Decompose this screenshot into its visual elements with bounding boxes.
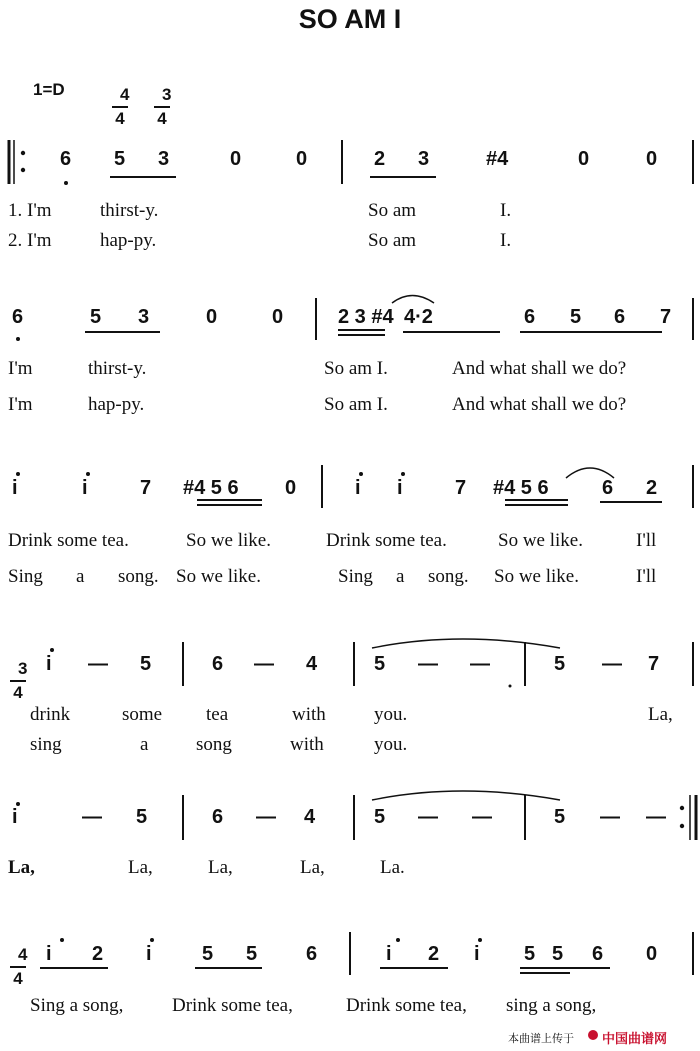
note: — (418, 806, 438, 828)
note: 5 (554, 653, 566, 675)
lyric: thirst-y. (88, 358, 147, 379)
lyric: a (140, 734, 149, 755)
time-signature-first: 4 4 (110, 62, 130, 130)
lyric: hap-py. (100, 230, 157, 251)
note: — (470, 653, 490, 675)
lyric: a (76, 566, 85, 587)
lyric: La, (648, 704, 673, 725)
lyric: sing (30, 734, 62, 755)
note: i (397, 477, 403, 499)
note: 3 (158, 148, 170, 170)
lyric: And what shall we do? (452, 358, 627, 379)
lyric: And what shall we do? (452, 394, 627, 415)
lyric: So we like. (494, 566, 579, 587)
note: 0 (296, 148, 308, 170)
lyric: hap-py. (88, 394, 145, 415)
lyric: I'm (8, 394, 33, 415)
lyric: I'm (8, 358, 33, 379)
note: 7 (660, 306, 672, 328)
note: 6 (306, 943, 318, 965)
note: 3 (138, 306, 150, 328)
note: 2 (92, 943, 104, 965)
note: 0 (285, 477, 297, 499)
note: 3 (418, 148, 430, 170)
note: — (418, 653, 438, 675)
lyric: Sing a song, (30, 995, 124, 1016)
lyric: I'll (636, 530, 657, 551)
lyric: La, (8, 857, 35, 878)
note: — (600, 806, 620, 828)
lyric: tea (206, 704, 229, 725)
lyric: La, (128, 857, 153, 878)
lyric: Drink some tea, (346, 995, 467, 1016)
note: — (602, 653, 622, 675)
note: 2 (428, 943, 440, 965)
note: 5 (246, 943, 258, 965)
note: #4 (486, 148, 509, 170)
note: 5 (554, 806, 566, 828)
lyric: 2. I'm (8, 230, 52, 251)
lyric: Sing (8, 566, 43, 587)
site-logo-icon (588, 1030, 598, 1040)
lyric: I'll (636, 566, 657, 587)
lyric: with (290, 734, 324, 755)
note: i (46, 653, 52, 675)
lyric: So am I. (324, 394, 388, 415)
lyric: thirst-y. (100, 200, 159, 221)
note: — (254, 653, 274, 675)
lyric: some (122, 704, 163, 725)
note: 6 (12, 306, 24, 328)
lyric: song. (118, 566, 159, 587)
note: 2 (374, 148, 386, 170)
lyric: sing a song, (506, 995, 597, 1016)
lyric: So we like. (498, 530, 583, 551)
note: i (46, 943, 52, 965)
note: i (386, 943, 392, 965)
note: i (12, 806, 18, 828)
note: — (88, 653, 108, 675)
time-signature-row6: 4 4 (8, 922, 28, 990)
note: 6 (212, 806, 224, 828)
song-title: SO AM I (298, 4, 402, 34)
note: 5 (114, 148, 126, 170)
note: 6 (524, 306, 536, 328)
note: 4 (306, 653, 318, 675)
note: i (355, 477, 361, 499)
note: 0 (206, 306, 218, 328)
note: 0 (272, 306, 284, 328)
lyric: So we like. (186, 530, 271, 551)
lyric: La, (208, 857, 233, 878)
lyric: you. (374, 734, 408, 755)
lyric: song (196, 734, 232, 755)
note: 0 (646, 943, 658, 965)
lyric: So am (368, 200, 417, 221)
note: 2 (646, 477, 658, 499)
lyric: I. (500, 230, 512, 251)
note: 5 (524, 943, 536, 965)
note: — (256, 806, 276, 828)
note: 4 (304, 806, 316, 828)
note: 5 (570, 306, 582, 328)
lyric: La, (300, 857, 325, 878)
note: — (82, 806, 102, 828)
lyric: Drink some tea, (172, 995, 293, 1016)
lyric: you. (374, 704, 408, 725)
note: #4 5 6 (183, 477, 239, 499)
note: i (12, 477, 18, 499)
note: 6 (592, 943, 604, 965)
note: 0 (646, 148, 658, 170)
lyric: La. (380, 857, 405, 878)
note: 6 (602, 477, 614, 499)
note: 5 (202, 943, 214, 965)
note: 0 (230, 148, 242, 170)
note: — (472, 806, 492, 828)
note: 7 (455, 477, 467, 499)
note: 4·2 (404, 306, 433, 328)
note: 7 (648, 653, 660, 675)
lyric: Drink some tea. (326, 530, 447, 551)
lyric: So we like. (176, 566, 261, 587)
lyric: So am (368, 230, 417, 251)
lyric: Sing (338, 566, 373, 587)
lyric: drink (30, 704, 71, 725)
lyric: a (396, 566, 405, 587)
note: 5 (374, 653, 386, 675)
lyric: Drink some tea. (8, 530, 129, 551)
note: — (646, 806, 666, 828)
lyric: 1. I'm (8, 200, 52, 221)
note: 5 (90, 306, 102, 328)
note: 5 (136, 806, 148, 828)
note: 5 (140, 653, 152, 675)
note: 6 (614, 306, 626, 328)
note: 7 (140, 477, 152, 499)
key-signature: 1=D (33, 80, 65, 99)
note: i (82, 477, 88, 499)
note: i (474, 943, 480, 965)
note: 2 3 #4 (338, 306, 394, 328)
note: 5 (374, 806, 386, 828)
note: 5 (552, 943, 564, 965)
footer-site-name: 中国曲谱网 (602, 1031, 668, 1046)
note: #4 5 6 (493, 477, 549, 499)
note: 6 (60, 148, 72, 170)
lyric: song. (428, 566, 469, 587)
lyric: with (292, 704, 326, 725)
note: 0 (578, 148, 590, 170)
time-signature-second: 3 4 (152, 62, 172, 130)
lyric: So am I. (324, 358, 388, 379)
time-signature-row4: 3 4 (8, 636, 28, 704)
footer-text: 本曲谱上传于 (508, 1033, 574, 1045)
note: i (146, 943, 152, 965)
note: 6 (212, 653, 224, 675)
lyric: I. (500, 200, 512, 221)
